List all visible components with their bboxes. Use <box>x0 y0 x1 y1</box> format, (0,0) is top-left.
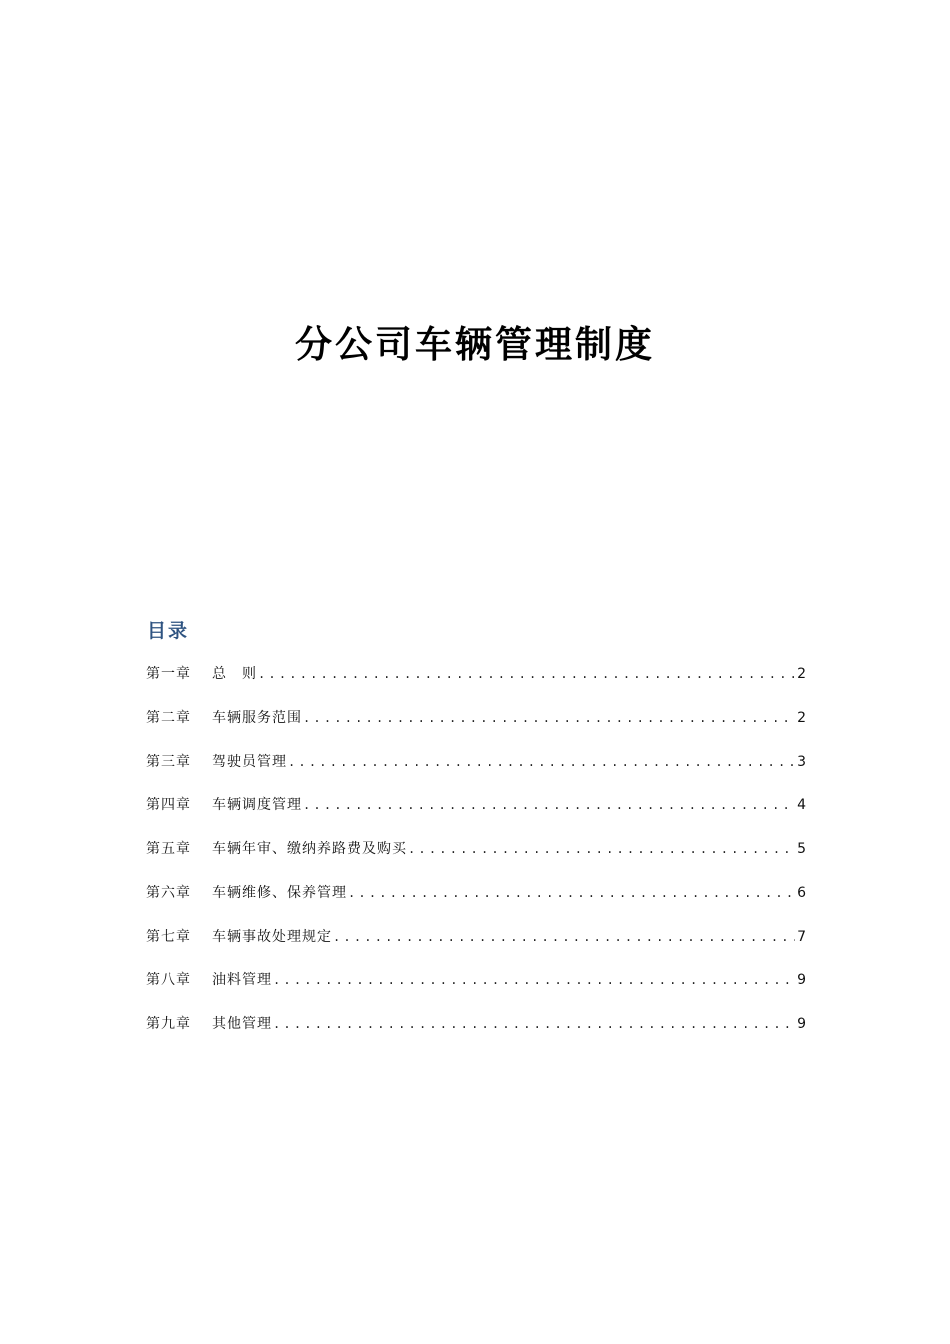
toc-entry-chapter-3[interactable] <box>146 750 806 794</box>
toc-entry-chapter-7[interactable] <box>146 925 806 969</box>
toc-dot-leader <box>333 925 795 949</box>
toc-chapter-number: 第九章 <box>146 1016 191 1032</box>
toc-page-number: 5 <box>797 841 806 857</box>
toc-dot-leader <box>303 706 795 730</box>
toc-chapter-title: 总 则 <box>212 666 257 682</box>
document-title: 分公司车辆管理制度 <box>295 322 655 366</box>
toc-chapter-title: 车辆维修、保养管理 <box>212 884 347 901</box>
toc-chapter-number: 第八章 <box>146 972 191 989</box>
table-of-contents <box>146 662 806 1056</box>
toc-dot-leader <box>273 968 795 992</box>
toc-chapter-number: 第五章 <box>146 841 191 857</box>
toc-page-number: 2 <box>797 666 806 682</box>
toc-chapter-title: 车辆年审、缴纳养路费及购买 <box>212 841 407 857</box>
toc-page-number: 2 <box>797 709 806 726</box>
toc-page-number: 9 <box>797 1016 806 1032</box>
toc-chapter-number: 第一章 <box>146 666 191 682</box>
toc-chapter-number: 第三章 <box>146 753 191 770</box>
toc-entry-chapter-6[interactable] <box>146 881 806 925</box>
toc-entry-chapter-1[interactable] <box>146 662 806 706</box>
toc-dot-leader <box>258 662 795 686</box>
toc-entry-chapter-5[interactable] <box>146 837 806 881</box>
toc-chapter-number: 第六章 <box>146 884 191 901</box>
toc-dot-leader <box>288 750 795 774</box>
toc-dot-leader <box>348 881 795 905</box>
toc-chapter-number: 第七章 <box>146 928 191 945</box>
toc-page-number: 3 <box>797 753 806 770</box>
toc-entry-chapter-8[interactable] <box>146 968 806 1012</box>
toc-chapter-title: 驾驶员管理 <box>212 753 287 770</box>
toc-dot-leader <box>408 837 795 861</box>
toc-chapter-title: 油料管理 <box>212 972 272 989</box>
toc-page-number: 7 <box>797 928 806 945</box>
toc-chapter-number: 第四章 <box>146 797 191 814</box>
toc-page-number: 4 <box>797 797 806 814</box>
toc-chapter-number: 第二章 <box>146 709 191 726</box>
toc-page-number: 6 <box>797 884 806 901</box>
toc-entry-chapter-4[interactable] <box>146 793 806 837</box>
toc-heading: 目录 <box>147 620 190 642</box>
toc-entry-chapter-2[interactable] <box>146 706 806 750</box>
toc-chapter-title: 车辆事故处理规定 <box>212 928 332 945</box>
toc-dot-leader <box>273 1012 795 1036</box>
toc-dot-leader <box>303 793 795 817</box>
toc-chapter-title: 其他管理 <box>212 1016 272 1032</box>
toc-page-number: 9 <box>797 972 806 989</box>
toc-entry-chapter-9[interactable] <box>146 1012 806 1056</box>
toc-chapter-title: 车辆调度管理 <box>212 797 302 814</box>
toc-chapter-title: 车辆服务范围 <box>212 709 302 726</box>
